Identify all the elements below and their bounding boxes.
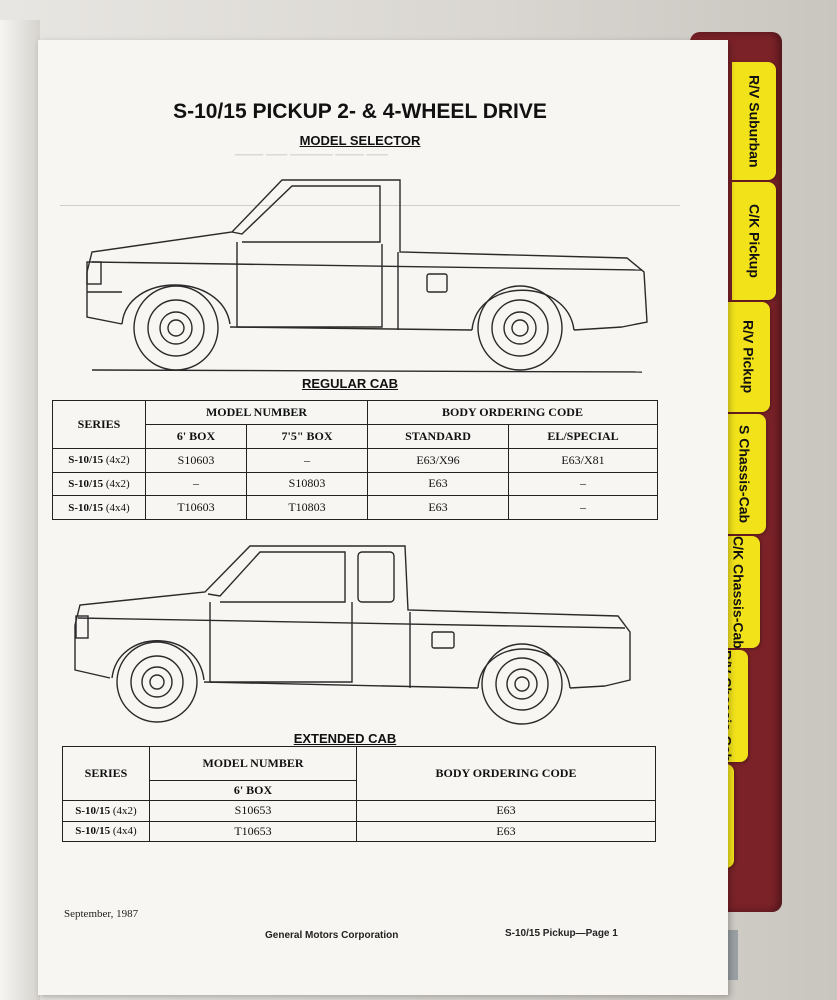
standard-cell: E63 [368,472,509,496]
series-cell [53,496,146,520]
drive-type: (4x4) [112,825,137,838]
drive-type: (4x2) [112,804,137,817]
extended-cab-table [62,746,656,842]
tab-label: C/K Pickup [746,204,763,278]
series-cell [63,821,150,842]
series-cell [63,801,150,822]
model-number-header: MODEL NUMBER [150,747,357,781]
body-ordering-code-header: BODY ORDERING CODE [368,401,658,425]
standard-cell: E63 [368,496,509,520]
series-header: SERIES [63,747,150,801]
box-6-cell: S10603 [146,449,247,473]
model-number-header: MODEL NUMBER [146,401,368,425]
box-6-header: 6' BOX [146,425,247,449]
footer-company: General Motors Corporation [265,930,399,941]
drive-type: (4x2) [105,454,130,467]
standard-header: STANDARD [368,425,509,449]
footer-date: September, 1987 [64,908,139,920]
box-75-header: 7'5" BOX [247,425,368,449]
table-row [63,821,656,842]
table-row [53,496,658,520]
box-75-cell: T10803 [247,496,368,520]
series-cell [53,472,146,496]
box-75-cell: – [247,449,368,473]
tab-label: S Chassis-Cab [736,424,753,524]
regular-cab-caption: REGULAR CAB [301,376,399,391]
tab-label: R/V Suburban [746,74,763,168]
box-6-header: 6' BOX [150,781,357,801]
previous-page-edge [0,20,40,1000]
series-header: SERIES [53,401,146,449]
body-code-cell: E63 [357,821,656,842]
series-name: S-10/15 [75,804,111,817]
series-name: S-10/15 [68,501,104,514]
tab-label: R/V Pickup [740,320,757,394]
tab-label: C/K Chassis-Cab [730,535,747,649]
el-special-cell: – [509,472,658,496]
series-name: S-10/15 [68,477,104,490]
series-name: S-10/15 [75,825,111,838]
series-name: S-10/15 [68,454,104,467]
box-75-cell: S10803 [247,472,368,496]
table-row [53,472,658,496]
regular-cab-truck-illustration [82,172,662,377]
page-subtitle: MODEL SELECTOR [299,133,421,148]
tab-rv-suburban[interactable] [732,62,776,180]
page-title: S-10/15 PICKUP 2- & 4-WHEEL DRIVE [173,100,547,123]
extended-cab-caption: EXTENDED CAB [293,731,397,746]
box-6-cell: T10653 [150,821,357,842]
extended-cab-truck-illustration [70,540,640,740]
drive-type: (4x2) [105,477,130,490]
el-special-header: EL/SPECIAL [509,425,658,449]
tab-rv-pickup[interactable] [726,302,770,412]
body-code-cell: E63 [357,801,656,822]
table-row [63,801,656,822]
el-special-cell: – [509,496,658,520]
body-ordering-code-header: BODY ORDERING CODE [357,747,656,801]
drive-type: (4x4) [105,501,130,514]
tab-s-chassis-cab[interactable] [722,414,766,534]
regular-cab-table [52,400,658,520]
box-6-cell: T10603 [146,496,247,520]
box-6-cell: – [146,472,247,496]
table-row [53,449,658,473]
footer-page-number: S-10/15 Pickup—Page 1 [505,928,618,939]
tab-ck-pickup[interactable] [732,182,776,300]
el-special-cell: E63/X81 [509,449,658,473]
box-6-cell: S10653 [150,801,357,822]
bleed-through-text: ──── ─── ────── ──── ─── [235,150,388,161]
standard-cell: E63/X96 [368,449,509,473]
series-cell [53,449,146,473]
